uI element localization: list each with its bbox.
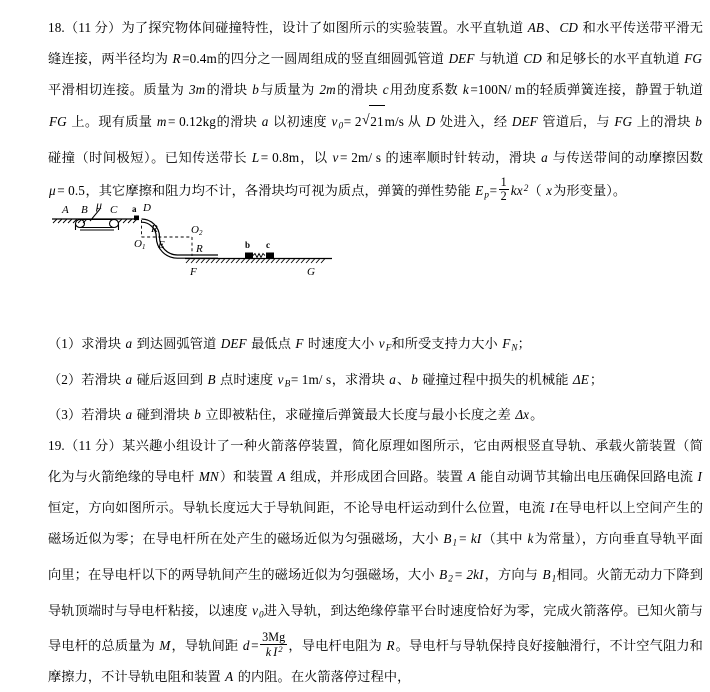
value-v0-unit: m/s	[384, 114, 405, 129]
value-m: = 0.12kg	[167, 114, 216, 129]
question-18-2-vB: v	[277, 371, 284, 387]
question-18-1-vF: v	[378, 336, 385, 352]
experiment-apparatus-figure	[42, 196, 347, 304]
problem-19-t7: （其中	[482, 531, 527, 547]
figure-label-R1: R	[151, 223, 158, 235]
value-R: =0.4m	[182, 51, 217, 66]
block-b-1: b	[252, 82, 259, 97]
question-18-3-t1: 若滑块	[81, 407, 125, 423]
fraction-numerator-3Mg: 3Mg	[262, 630, 286, 645]
question-18-2-t1: 若滑块	[81, 371, 125, 387]
mass-2m: 2m	[319, 82, 336, 97]
problem-19-t9: ，方向与	[484, 567, 542, 583]
value-L: = 0.8m	[260, 149, 300, 165]
symbol-v0: v	[331, 114, 338, 129]
question-18-2-t4: ，求滑块	[331, 371, 389, 387]
block-a-1: a	[261, 114, 269, 129]
label-FG-1: FG	[684, 51, 702, 66]
resistance-R: R	[386, 638, 395, 654]
question-18-3	[48, 399, 703, 430]
problem-18-text-8: 与质量为	[259, 82, 319, 97]
block-c-marker	[266, 253, 274, 259]
figure-label-a: a	[132, 204, 137, 214]
figure-label-F: F	[190, 266, 197, 278]
device-A-1: A	[277, 469, 286, 485]
fraction-3Mg-over-kI2	[260, 631, 287, 658]
problem-18-text-9: 的滑块	[336, 82, 382, 97]
field-B1-sub: 1	[452, 538, 458, 549]
current-I-2: I	[549, 500, 555, 516]
current-I-1: I	[697, 469, 703, 485]
symbol-x: x	[546, 182, 553, 198]
problem-18-text-5: 和足够长的水平直轨道	[542, 51, 684, 66]
problem-19-t6: 在导电杆以上空间产生的磁场近似为零；在导电杆所在处产生的磁场近似为匀强磁场，大小	[48, 500, 704, 547]
problem-18-number: 18.（11 分）	[48, 20, 122, 35]
problem-18-text-18: 上的滑块	[633, 114, 695, 129]
question-18-1-t4: 时速度大小	[304, 336, 378, 352]
rod-MN: MN	[198, 469, 219, 485]
fraction-numerator: 1	[500, 175, 507, 190]
label-DEF-1: DEF	[448, 51, 475, 66]
problem-19-t5: 恒定，方向如图所示。导轨长度远大于导轨间距，不论导电杆运动到什么位置，电流	[48, 500, 549, 516]
field-B2-sub: 2	[448, 573, 454, 584]
question-18-2-t2: 碰后返回到	[133, 371, 207, 387]
field-B2-eq: = 2kI	[454, 567, 484, 583]
question-18-2-t5: 碰撞过程中损失的机械能	[418, 371, 572, 387]
problem-18-text-6: 平滑相切连接。质量为	[48, 82, 188, 97]
value-v: = 2m/ s	[339, 149, 382, 165]
label-CD-2: CD	[523, 51, 542, 66]
problem-18-text-12: 上。现有质量	[67, 114, 156, 129]
page-body	[48, 12, 703, 692]
conveyor-belt	[76, 220, 119, 231]
question-18-1-t3: 最低点	[247, 336, 295, 352]
value-mu: = 0.5	[57, 182, 85, 198]
problem-19-t8: 为常量），方向垂直导轨平面向里；在导电杆以下的两导轨间产生的磁场近似为匀强磁场，大小	[48, 531, 704, 583]
question-18-2	[48, 364, 703, 400]
problem-18-sep-1: 、	[545, 20, 559, 35]
point-D: D	[425, 114, 436, 129]
problem-19-t14: 。导电杆与导轨保持良好接触滑行，不计空气阻力和摩擦力，不计导轨电阻和装置	[48, 638, 703, 685]
field-B1-ref: B	[542, 567, 551, 583]
problem-18-text-13: 的滑块	[216, 114, 261, 129]
question-18-3-label: （3）	[48, 407, 82, 423]
question-18-3-t3: 立即被粘住，求碰撞后弹簧最大长度与最小长度之差	[201, 407, 515, 423]
fraction-half	[499, 176, 509, 202]
rail-gap-d: d	[242, 638, 250, 654]
figure-label-B: B	[81, 204, 88, 216]
question-18-2-t3: 点时速度	[216, 371, 277, 387]
problem-19-t13: ，导电杆电阻为	[288, 638, 386, 654]
problem-18-text-1: 为了探究物体间碰撞特性，设计了如图所示的实验装置。水平直轨道	[121, 20, 527, 35]
constant-k: k	[527, 531, 534, 547]
speed-v0: v	[252, 602, 259, 618]
device-A-3: A	[225, 669, 234, 685]
den-sup: 2	[278, 643, 283, 654]
block-b-2: b	[695, 114, 702, 129]
value-v0-eq: = 2	[343, 114, 362, 129]
question-18-3-block-b: b	[194, 407, 201, 423]
problem-18-text-4: 与轨道	[475, 51, 523, 66]
field-B2: B	[439, 567, 448, 583]
figure-label-C: C	[110, 204, 118, 216]
question-18-1-t1: 求滑块	[81, 336, 125, 352]
figure-label-E: E	[158, 239, 165, 251]
problem-19-t2: ）和装置	[219, 469, 277, 485]
question-18-1-vF-sub: F	[385, 342, 392, 353]
question-18-2-point: B	[207, 371, 216, 387]
field-B1-eq: = kI	[458, 531, 482, 547]
question-18-2-block-b: b	[411, 371, 418, 387]
mass-M: M	[159, 638, 171, 654]
label-CD: CD	[559, 20, 579, 35]
problem-18-text-3: 的四分之一圆周组成的竖直细圆弧管道	[217, 51, 448, 66]
figure-label-A: A	[62, 204, 69, 216]
problem-18-text-10: 用劲度系数	[389, 82, 462, 97]
label-DEF-2: DEF	[511, 114, 538, 129]
problem-18-text-21: 的速率顺时针转动，滑块	[381, 149, 541, 165]
label-AB: AB	[527, 20, 545, 35]
question-18-1-t2: 到达圆弧管道	[133, 336, 220, 352]
problem-18-text-19: 碰撞（时间极短）。已知传送带长	[48, 149, 251, 165]
belt-pulley-right	[110, 220, 119, 228]
block-a-2: a	[541, 149, 548, 165]
sqrt-radicand: 21	[369, 105, 384, 137]
problem-18-text-16: 处进入，经	[436, 114, 511, 129]
problem-18-text-14: 以初速度	[269, 114, 331, 129]
block-b-marker	[245, 253, 253, 259]
symbol-Ep-eq: =	[489, 182, 498, 198]
question-18-2-vB-val: = 1m/ s	[290, 371, 332, 387]
den-I: I	[273, 644, 278, 659]
rail-gap-eq: =	[251, 638, 259, 654]
question-18-3-block-a: a	[125, 407, 133, 423]
problem-18-text-23: ，其它摩擦和阻力均不计，各滑块均可视为质点，弹簧的弹性势能	[85, 182, 475, 198]
question-18-1-FN-sub: N	[511, 342, 518, 353]
spring-coil	[253, 254, 265, 258]
question-18-2-vB-sub: B	[284, 378, 291, 389]
question-18-3-t2: 碰到滑块	[133, 407, 194, 423]
problem-19-t10: 相同。火箭无动力下降到导轨顶端时与导电杆粘接，以速度	[48, 567, 703, 618]
sqrt-21	[362, 105, 385, 137]
question-18-2-deltaE: ΔE	[572, 371, 589, 387]
figure-label-D: D	[143, 202, 151, 214]
question-18-2-sep: 、	[396, 371, 411, 387]
question-18-2-block: a	[125, 371, 133, 387]
problem-19-t1: 某兴趣小组设计了一种火箭落停装置，简化原理如图所示，它由两根竖直导轨、承载火箭装置（简化为与火箭绝缘的导电杆	[48, 438, 703, 485]
device-A-2: A	[467, 469, 476, 485]
speed-v0-sub: 0	[259, 609, 264, 620]
symbol-m: m	[156, 114, 167, 129]
question-18-2-end: ；	[589, 371, 604, 387]
block-a-marker	[134, 216, 139, 221]
figure-label-O1: O	[134, 238, 142, 250]
figure-label-O1-sub: 1	[142, 243, 146, 251]
label-FG-3: FG	[614, 114, 633, 129]
question-18-1-t5: 和所受支持力大小	[391, 336, 502, 352]
problem-19-t4: 能自动调节其输出电压确保回路电流	[476, 469, 697, 485]
figure-label-G: G	[307, 266, 315, 278]
symbol-kx-sup: 2	[523, 182, 529, 193]
label-FG-2: FG	[49, 114, 67, 129]
figure-label-O2: O	[191, 224, 199, 236]
symbol-R: R	[172, 51, 181, 66]
problem-18-text-17: 管道后，与	[538, 114, 614, 129]
symbol-v: v	[332, 149, 339, 165]
problem-18-text-7: 的滑块	[206, 82, 252, 97]
figure-label-mu: μ	[96, 198, 103, 212]
problem-19-number: 19.（11 分）	[48, 438, 123, 454]
figure-label-R2: R	[196, 243, 203, 255]
fraction-denominator-kI2	[260, 645, 287, 659]
question-18-1-label: （1）	[48, 336, 82, 352]
question-18-1	[48, 328, 703, 364]
value-k: =100N/ m	[470, 82, 526, 97]
question-18-3-end: 。	[530, 407, 544, 423]
problem-18-text-11: 的轻质弹簧连接，静置于轨道	[525, 82, 703, 97]
symbol-L: L	[251, 149, 260, 165]
problem-19-t15: 的内阻。在火箭落停过程中，	[234, 669, 411, 685]
symbol-Ep-sub: p	[484, 189, 490, 200]
block-c-1: c	[382, 82, 389, 97]
figure-label-b: b	[245, 240, 251, 250]
symbol-k: k	[462, 82, 469, 97]
figure-label-O2-sub: 2	[199, 229, 203, 237]
field-B1-ref-sub: 1	[551, 573, 557, 584]
field-B1: B	[443, 531, 452, 547]
symbol-Ep: E	[475, 182, 484, 198]
problem-18-text-24: （	[528, 182, 546, 198]
problem-18-stem	[48, 12, 703, 210]
question-18-3-deltax: Δx	[515, 407, 530, 423]
problem-18-text-25: 为形变量）。	[553, 182, 627, 198]
den-k: k	[265, 644, 272, 659]
question-18-1-block: a	[125, 336, 133, 352]
mass-3m: 3m	[188, 82, 206, 97]
problem-19-stem	[48, 430, 703, 692]
question-18-2-block-a: a	[389, 371, 396, 387]
question-18-1-end: ；	[517, 336, 531, 352]
problem-19-t12: ，导轨间距	[171, 638, 242, 654]
question-18-1-FN: F	[502, 336, 511, 352]
question-18-2-label: （2）	[48, 371, 82, 387]
fraction-denominator: 2	[500, 189, 507, 204]
symbol-kx: kx	[510, 182, 523, 198]
problem-18-text-22: 与传送带间的动摩擦因数	[548, 149, 704, 165]
problem-18-text-15: 从	[404, 114, 425, 129]
bottom-track-hatching	[186, 259, 325, 264]
problem-18-text-2: 和水平传送带平滑无缝连接，两半径均为	[48, 20, 703, 66]
figure-label-c: c	[266, 240, 270, 250]
problem-19-t3: 组成，并形成团合回路。装置	[286, 469, 467, 485]
question-18-1-track: DEF	[220, 336, 247, 352]
question-18-1-point: F	[295, 336, 304, 352]
problem-19-t11: 进入导轨，到达绝缘停靠平台时速度恰好为零，完成火箭落停。已知火箭与导电杆的总质量为	[48, 602, 703, 654]
problem-18-text-20: ，以	[299, 149, 332, 165]
symbol-v0-sub: 0	[338, 120, 344, 131]
symbol-mu: μ	[49, 182, 56, 198]
